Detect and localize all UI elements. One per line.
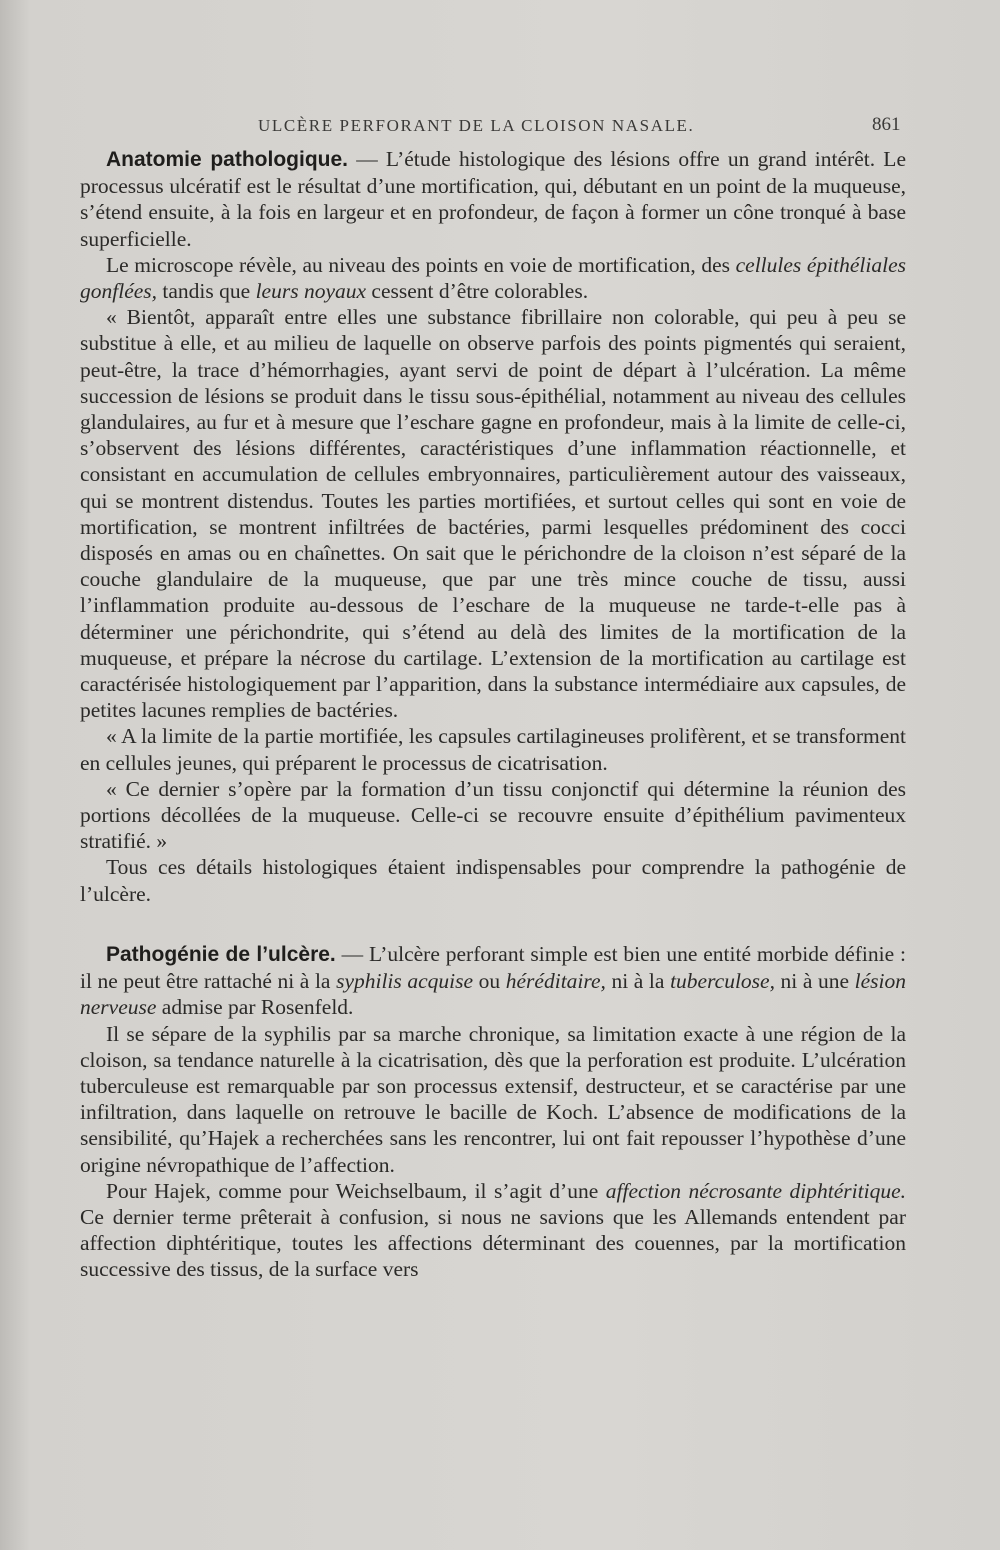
paragraph: [80, 941, 906, 1021]
paragraph-text: Pour Hajek, comme pour Weichselbaum, il s’agit d’une: [106, 1178, 606, 1203]
italic-term: leurs noyaux: [255, 279, 367, 304]
italic-term: tuberculose,: [670, 969, 775, 994]
paragraph: Tous ces détails histologiques étaient indispensables pour comprendre la pathogénie de l’ulcère.: [80, 855, 906, 906]
paragraph-text: Ce dernier terme prêterait à confusion, si nous ne savions que les Allemands entendent par affection diphtéritique, toutes les affections déterminant des couennes, par la mortification successive des tissus, de la surface vers: [80, 1204, 906, 1282]
paragraph-text: admise par Rosenfeld.: [156, 995, 354, 1020]
italic-term: lésion nerveuse: [80, 969, 907, 1020]
italic-term: syphilis acquise: [336, 969, 474, 994]
running-title: ULCÈRE PERFORANT DE LA CLOISON NASALE.: [258, 116, 695, 135]
italic-term: affection nécrosante diphtéritique.: [605, 1178, 906, 1203]
paragraph: [80, 146, 906, 252]
paragraph: [80, 1178, 906, 1283]
paragraph: « Ce dernier s’opère par la formation d’un tissu conjonctif qui détermine la réunion des portions décollées de la muqueuse. Celle-ci se recouvre ensuite d’épithélium pavimenteux stratifié. »: [80, 776, 906, 854]
paragraph-text: — L’ulcère perforant simple est bien une entité morbide définie : il ne peut être rattaché ni à la: [80, 941, 906, 994]
page-number: 861: [872, 114, 901, 135]
paragraph-text: Le microscope révèle, au niveau des points en voie de mortification, des: [106, 252, 736, 277]
paragraph-text: tandis que: [157, 279, 256, 304]
paragraph: [80, 252, 906, 304]
paragraph-text: ou: [473, 969, 506, 994]
section-spacer: [80, 907, 906, 941]
section-heading-anatomie: Anatomie pathologique.: [106, 148, 348, 171]
paragraph-text: cessent d’être colorables.: [366, 279, 589, 304]
paragraph: « A la limite de la partie mortifiée, les capsules cartilagineuses prolifèrent, et se transforment en cellules jeunes, qui préparent le processus de cicatrisation.: [80, 724, 906, 775]
italic-term: cellules épithéliales gonflées,: [80, 252, 907, 304]
italic-term: héréditaire,: [505, 969, 606, 994]
section-heading-pathogenie: Pathogénie de l’ulcère.: [106, 942, 336, 966]
paragraph-text: ni à une: [774, 969, 855, 994]
paragraph-text: — L’étude histologique des lésions offre un grand intérêt. Le processus ulcératif est le résultat d’une mortification, qui, débutant en un point de la muqueuse, s’étend ensuite, à la fois en largeur et en profondeur, de façon à former un cône tronqué à base superficielle.: [80, 147, 906, 251]
paragraph-text: ni à la: [605, 969, 671, 994]
paragraph: Il se sépare de la syphilis par sa marche chronique, sa limitation exacte à une région de la cloison, sa tendance naturelle à la cicatrisation, dès que la perforation est produite. L’ulcération tuberculeuse est remarquable par son processus extensif, destructeur, et se caractérise par une infiltration, dans laquelle on retrouve le bacille de Koch. L’absence de modifications de la sensibilité, qu’Hajek a recherchées sans les rencontrer, lui ont fait repousser l’hypothèse d’une origine névropathique de l’affection.: [80, 1021, 906, 1177]
page-body: [80, 146, 906, 1283]
paragraph: « Bientôt, apparaît entre elles une substance fibrillaire non colorable, qui peu à peu se substitue à elle, et au milieu de laquelle on observe parfois des points pigmentés qui seraient, peut-être, la trace d’hémorrhagies, ayant servi de point de départ à l’ulcération. La même succession de lésions se produit dans le tissu sous-épithélial, notamment au niveau des cellules glandulaires, au fur et à mesure que l’eschare gagne en profondeur, mais à la limite de celle-ci, s’observent des lésions différentes, caractéristiques d’une inflammation réactionnelle, et consistant en accumulation de cellules embryonnaires, particulièrement autour des vaisseaux, qui se montrent distendus. Toutes les parties mortifiées, et surtout celles qui sont en voie de mortification, se montrent infiltrées de bactéries, parmi lesquelles prédominent des cocci disposés en amas ou en chaînettes. On sait que le périchondre de la cloison n’est séparé de la couche glandulaire de la muqueuse, que par une très mince couche de tissu, aussi l’inflammation produite au-dessous de l’eschare de la muqueuse ne tarde-t-elle pas à déterminer une périchondrite, qui s’étend au delà des limites de la mortification de la muqueuse, et prépare la nécrose du cartilage. L’extension de la mortification au cartilage est caractérisée histologiquement par l’apparition, dans la substance intermédiaire aux capsules, de petites lacunes remplies de bactéries.: [80, 305, 906, 723]
